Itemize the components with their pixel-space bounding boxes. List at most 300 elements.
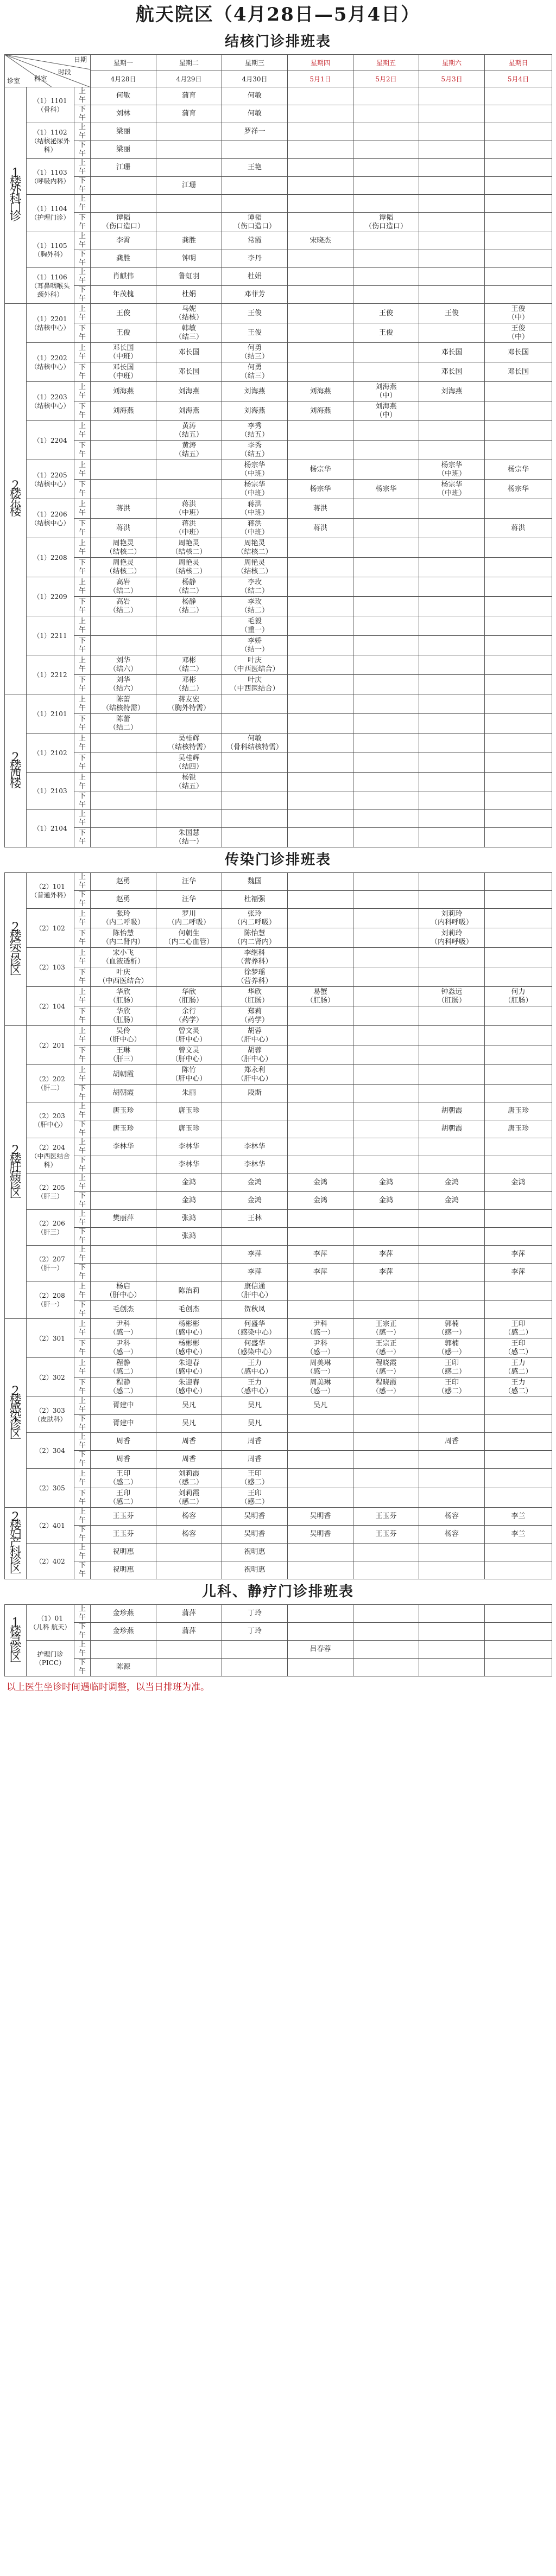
doctor-cell bbox=[288, 213, 353, 232]
doctor-cell bbox=[419, 401, 485, 421]
doctor-cell: 杨宗华 bbox=[353, 480, 419, 499]
doctor-cell bbox=[419, 1641, 485, 1659]
doctor-cell bbox=[485, 1026, 552, 1045]
schedule-row bbox=[5, 909, 552, 928]
doctor-cell: 王俊 bbox=[419, 304, 485, 323]
doctor-cell bbox=[419, 1156, 485, 1174]
schedule-row bbox=[5, 87, 552, 105]
doctor-cell: 王玉芬 bbox=[353, 1508, 419, 1526]
doctor-cell bbox=[485, 948, 552, 967]
doctor-cell bbox=[222, 141, 288, 159]
doctor-cell: 康信通 （肝中心） bbox=[222, 1281, 288, 1301]
doctor-cell bbox=[288, 714, 353, 734]
doctor-cell bbox=[288, 1045, 353, 1065]
schedule-row bbox=[5, 1378, 552, 1397]
doctor-cell bbox=[288, 1156, 353, 1174]
room-label: （2）201 bbox=[27, 1026, 74, 1065]
doctor-cell: 樊丽萍 bbox=[91, 1210, 156, 1228]
doctor-cell bbox=[419, 441, 485, 460]
doctor-cell: 杨锐 （结五） bbox=[156, 773, 222, 792]
doctor-cell bbox=[419, 1045, 485, 1065]
doctor-cell: 李林华 bbox=[91, 1138, 156, 1156]
doctor-cell bbox=[419, 810, 485, 828]
doctor-cell bbox=[353, 286, 419, 304]
doctor-cell bbox=[419, 1397, 485, 1415]
doctor-cell bbox=[485, 577, 552, 597]
doctor-cell: 祝明惠 bbox=[91, 1561, 156, 1579]
period-label: 下午 bbox=[74, 828, 91, 847]
doctor-cell bbox=[485, 597, 552, 616]
doctor-cell: 李兰 bbox=[485, 1508, 552, 1526]
doctor-cell: 罗川 （内二呼吸） bbox=[156, 909, 222, 928]
doctor-cell: 李霄 bbox=[91, 232, 156, 250]
doctor-cell bbox=[91, 616, 156, 636]
period-label: 下午 bbox=[74, 519, 91, 538]
doctor-cell bbox=[419, 421, 485, 441]
doctor-cell bbox=[353, 343, 419, 362]
period-label: 上午 bbox=[74, 499, 91, 519]
doctor-cell bbox=[485, 123, 552, 141]
period-label: 上午 bbox=[74, 1469, 91, 1488]
doctor-cell bbox=[419, 519, 485, 538]
doctor-cell bbox=[288, 441, 353, 460]
period-label: 上午 bbox=[74, 1358, 91, 1378]
doctor-cell: 周艳灵 （结核二） bbox=[222, 538, 288, 558]
schedule-row bbox=[5, 1026, 552, 1045]
doctor-cell: 胥建中 bbox=[91, 1397, 156, 1415]
doctor-cell bbox=[419, 616, 485, 636]
doctor-cell: 刘海燕 bbox=[156, 401, 222, 421]
period-label: 下午 bbox=[74, 636, 91, 655]
period-label: 下午 bbox=[74, 105, 91, 123]
period-label: 下午 bbox=[74, 401, 91, 421]
doctor-cell bbox=[156, 1659, 222, 1676]
doctor-cell bbox=[419, 597, 485, 616]
room-label: （1）1101 （骨科） bbox=[27, 87, 74, 123]
schedule-table bbox=[4, 1604, 552, 1676]
doctor-cell: 邓彬 （结二） bbox=[156, 675, 222, 694]
doctor-cell bbox=[156, 616, 222, 636]
period-label: 上午 bbox=[74, 1174, 91, 1192]
room-label: （2）208 （肝一） bbox=[27, 1281, 74, 1319]
doctor-cell: 蒋洪 bbox=[91, 499, 156, 519]
schedule-row bbox=[5, 1397, 552, 1415]
doctor-cell: 王玉芬 bbox=[91, 1508, 156, 1526]
schedule-row bbox=[5, 304, 552, 323]
doctor-cell: 赵勇 bbox=[91, 891, 156, 909]
period-label: 下午 bbox=[74, 323, 91, 343]
period-label: 上午 bbox=[74, 1065, 91, 1085]
doctor-cell: 程晓霞 （感一） bbox=[353, 1358, 419, 1378]
doctor-cell: 贺秋凤 bbox=[222, 1301, 288, 1319]
doctor-cell bbox=[156, 159, 222, 177]
schedule-row bbox=[5, 828, 552, 847]
room-label: （2）102 bbox=[27, 909, 74, 948]
period-label: 下午 bbox=[74, 967, 91, 987]
doctor-cell: 蒲育 bbox=[156, 105, 222, 123]
doctor-cell: 陈蕾 （结核特需） bbox=[91, 694, 156, 714]
schedule-row bbox=[5, 1488, 552, 1508]
doctor-cell: 程静 （感二） bbox=[91, 1378, 156, 1397]
doctor-cell: 金鸿 bbox=[156, 1192, 222, 1210]
doctor-cell: 王宗正 （感一） bbox=[353, 1319, 419, 1338]
doctor-cell: 吴桂辉 （结四） bbox=[156, 753, 222, 773]
doctor-cell: 李玫 （结二） bbox=[222, 577, 288, 597]
period-label: 上午 bbox=[74, 421, 91, 441]
schedule-row bbox=[5, 967, 552, 987]
room-label: （2）101 （普通外科） bbox=[27, 873, 74, 909]
doctor-cell: 蒋洪 bbox=[485, 519, 552, 538]
doctor-cell bbox=[288, 1561, 353, 1579]
period-label: 下午 bbox=[74, 928, 91, 948]
doctor-cell bbox=[91, 792, 156, 810]
doctor-cell bbox=[288, 323, 353, 343]
doctor-cell: 杜娟 bbox=[156, 286, 222, 304]
doctor-cell: 唐玉珍 bbox=[156, 1120, 222, 1138]
doctor-cell bbox=[91, 460, 156, 480]
doctor-cell: 李萍 bbox=[353, 1264, 419, 1281]
doctor-cell: 金鸿 bbox=[419, 1192, 485, 1210]
room-label: （1）2102 bbox=[27, 734, 74, 773]
doctor-cell: 李萍 bbox=[485, 1246, 552, 1264]
doctor-cell bbox=[485, 1415, 552, 1433]
doctor-cell: 刘海燕 bbox=[91, 382, 156, 401]
doctor-cell: 王印 （感二） bbox=[485, 1338, 552, 1358]
doctor-cell: 尹科 （感一） bbox=[91, 1319, 156, 1338]
doctor-cell: 杨宗华 bbox=[485, 460, 552, 480]
doctor-cell bbox=[156, 1544, 222, 1561]
doctor-cell: 金鸿 bbox=[419, 1174, 485, 1192]
doctor-cell bbox=[485, 213, 552, 232]
doctor-cell: 王印 （感二） bbox=[419, 1378, 485, 1397]
header-row bbox=[5, 55, 552, 71]
period-label: 上午 bbox=[74, 1508, 91, 1526]
doctor-cell: 杨宗华 （中班） bbox=[419, 460, 485, 480]
day-name-2: 星期二 bbox=[156, 55, 222, 71]
period-label: 下午 bbox=[74, 1045, 91, 1065]
doctor-cell bbox=[222, 1641, 288, 1659]
schedule-row bbox=[5, 480, 552, 499]
doctor-cell bbox=[485, 753, 552, 773]
day-name-5: 星期五 bbox=[353, 55, 419, 71]
period-label: 上午 bbox=[74, 655, 91, 675]
doctor-cell: 周艳灵 （结核二） bbox=[222, 558, 288, 577]
doctor-cell bbox=[288, 159, 353, 177]
doctor-cell bbox=[485, 1451, 552, 1469]
doctor-cell: 黄涛 （结五） bbox=[156, 441, 222, 460]
period-label: 下午 bbox=[74, 597, 91, 616]
period-label: 上午 bbox=[74, 1246, 91, 1264]
period-label: 上午 bbox=[74, 1210, 91, 1228]
period-label: 下午 bbox=[74, 213, 91, 232]
doctor-cell: 何力 （肛肠） bbox=[485, 987, 552, 1006]
period-label: 上午 bbox=[74, 1138, 91, 1156]
doctor-cell bbox=[485, 810, 552, 828]
doctor-cell bbox=[288, 1085, 353, 1102]
doctor-cell bbox=[288, 597, 353, 616]
doctor-cell bbox=[485, 195, 552, 213]
corner-date-label: 日期 bbox=[74, 56, 87, 63]
schedule-row bbox=[5, 577, 552, 597]
doctor-cell: 李萍 bbox=[353, 1246, 419, 1264]
section-title: 传染门诊排班表 bbox=[224, 852, 331, 868]
doctor-cell: 马妮 （结核） bbox=[156, 304, 222, 323]
day-name-6: 星期六 bbox=[419, 55, 485, 71]
doctor-cell bbox=[288, 828, 353, 847]
doctor-cell: 邓长国 bbox=[485, 343, 552, 362]
doctor-cell bbox=[156, 1641, 222, 1659]
period-label: 上午 bbox=[74, 538, 91, 558]
doctor-cell: 杨静 （结二） bbox=[156, 577, 222, 597]
area-label: 2 楼 东 楼 bbox=[5, 304, 27, 694]
period-label: 下午 bbox=[74, 891, 91, 909]
doctor-cell bbox=[288, 909, 353, 928]
doctor-cell bbox=[419, 967, 485, 987]
doctor-cell bbox=[353, 1415, 419, 1433]
schedule-row bbox=[5, 734, 552, 753]
doctor-cell bbox=[222, 177, 288, 195]
period-label: 下午 bbox=[74, 792, 91, 810]
doctor-cell: 王俊 （中） bbox=[485, 323, 552, 343]
doctor-cell bbox=[353, 1488, 419, 1508]
doctor-cell bbox=[288, 123, 353, 141]
doctor-cell: 蒋洪 （中班） bbox=[156, 519, 222, 538]
doctor-cell bbox=[353, 1026, 419, 1045]
doctor-cell: 杨容 bbox=[419, 1526, 485, 1544]
doctor-cell: 华欣 （肛肠） bbox=[91, 1006, 156, 1026]
doctor-cell bbox=[91, 828, 156, 847]
doctor-cell: 刘海燕 bbox=[222, 401, 288, 421]
doctor-cell bbox=[485, 928, 552, 948]
doctor-cell: 杨宗华 （中班） bbox=[222, 460, 288, 480]
day-date-2: 4月29日 bbox=[156, 71, 222, 87]
doctor-cell bbox=[485, 891, 552, 909]
day-date-4: 5月1日 bbox=[288, 71, 353, 87]
doctor-cell: 刘莉霞 （感二） bbox=[156, 1488, 222, 1508]
doctor-cell bbox=[419, 232, 485, 250]
doctor-cell: 朱国慧 （结一） bbox=[156, 828, 222, 847]
doctor-cell: 祝明惠 bbox=[222, 1544, 288, 1561]
doctor-cell: 李兰 bbox=[485, 1526, 552, 1544]
schedule-row bbox=[5, 460, 552, 480]
doctor-cell: 蒲育 bbox=[156, 87, 222, 105]
doctor-cell: 金鸿 bbox=[353, 1174, 419, 1192]
doctor-cell bbox=[419, 753, 485, 773]
doctor-cell bbox=[288, 421, 353, 441]
doctor-cell: 杨宗华 bbox=[288, 480, 353, 499]
doctor-cell bbox=[353, 141, 419, 159]
doctor-cell: 周艳灵 （结核二） bbox=[91, 558, 156, 577]
doctor-cell: 周香 bbox=[91, 1433, 156, 1451]
doctor-cell bbox=[419, 792, 485, 810]
room-label: 护理门诊 （PICC） bbox=[27, 1641, 74, 1676]
period-label: 下午 bbox=[74, 675, 91, 694]
doctor-cell bbox=[353, 891, 419, 909]
doctor-cell bbox=[419, 1210, 485, 1228]
doctor-cell bbox=[485, 401, 552, 421]
doctor-cell bbox=[419, 286, 485, 304]
doctor-cell bbox=[91, 421, 156, 441]
doctor-cell bbox=[485, 1210, 552, 1228]
schedule-row bbox=[5, 558, 552, 577]
doctor-cell bbox=[419, 1415, 485, 1433]
period-label: 下午 bbox=[74, 1006, 91, 1026]
doctor-cell bbox=[419, 1451, 485, 1469]
doctor-cell bbox=[353, 1433, 419, 1451]
doctor-cell: 胡朝霞 bbox=[91, 1085, 156, 1102]
doctor-cell: 何敏 bbox=[222, 105, 288, 123]
schedule-row bbox=[5, 1006, 552, 1026]
doctor-cell bbox=[353, 1228, 419, 1246]
schedule-row bbox=[5, 1085, 552, 1102]
period-label: 下午 bbox=[74, 1192, 91, 1210]
period-label: 下午 bbox=[74, 1623, 91, 1641]
doctor-cell bbox=[419, 1544, 485, 1561]
doctor-cell: 杨彬彬 （感中心） bbox=[156, 1338, 222, 1358]
room-label: （1）1106 （耳鼻咽喉头颈外科） bbox=[27, 268, 74, 304]
schedule-row bbox=[5, 1264, 552, 1281]
doctor-cell: 祝明惠 bbox=[91, 1544, 156, 1561]
period-label: 下午 bbox=[74, 1488, 91, 1508]
doctor-cell bbox=[353, 1301, 419, 1319]
doctor-cell bbox=[419, 1246, 485, 1264]
doctor-cell: 何朝生 （内二心血管） bbox=[156, 928, 222, 948]
doctor-cell bbox=[419, 694, 485, 714]
doctor-cell bbox=[91, 1264, 156, 1281]
doctor-cell: 何盛华 （感染中心） bbox=[222, 1319, 288, 1338]
schedule-row bbox=[5, 343, 552, 362]
room-label: （2）401 bbox=[27, 1508, 74, 1544]
schedule-row bbox=[5, 773, 552, 792]
room-label: （1）2205 （结核中心） bbox=[27, 460, 74, 499]
doctor-cell bbox=[288, 250, 353, 268]
doctor-cell: 周香 bbox=[156, 1451, 222, 1469]
doctor-cell: 丁玲 bbox=[222, 1605, 288, 1623]
period-label: 下午 bbox=[74, 1526, 91, 1544]
period-label: 上午 bbox=[74, 382, 91, 401]
doctor-cell: 唐玉珍 bbox=[485, 1120, 552, 1138]
doctor-cell bbox=[353, 1156, 419, 1174]
day-name-4: 星期四 bbox=[288, 55, 353, 71]
doctor-cell bbox=[288, 873, 353, 891]
doctor-cell bbox=[156, 810, 222, 828]
doctor-cell bbox=[485, 1281, 552, 1301]
doctor-cell bbox=[91, 1246, 156, 1264]
doctor-cell bbox=[353, 250, 419, 268]
doctor-cell: 唐玉珍 bbox=[91, 1120, 156, 1138]
schedule-row bbox=[5, 1659, 552, 1676]
doctor-cell bbox=[485, 734, 552, 753]
doctor-cell bbox=[222, 1102, 288, 1120]
schedule-row bbox=[5, 1605, 552, 1623]
doctor-cell bbox=[353, 753, 419, 773]
doctor-cell: 张鸿 bbox=[156, 1210, 222, 1228]
doctor-cell bbox=[288, 362, 353, 382]
doctor-cell bbox=[288, 87, 353, 105]
doctor-cell bbox=[353, 1469, 419, 1488]
day-name-3: 星期三 bbox=[222, 55, 288, 71]
doctor-cell bbox=[288, 1026, 353, 1045]
doctor-cell bbox=[353, 1605, 419, 1623]
schedule-row bbox=[5, 891, 552, 909]
schedule-row bbox=[5, 1102, 552, 1120]
schedule-row bbox=[5, 597, 552, 616]
doctor-cell: 毛毅 （重一） bbox=[222, 616, 288, 636]
doctor-cell: 陈怡慧 （内二肾内） bbox=[91, 928, 156, 948]
schedule-row bbox=[5, 675, 552, 694]
doctor-cell bbox=[288, 948, 353, 967]
period-label: 下午 bbox=[74, 1085, 91, 1102]
room-label: （1）2203 （结核中心） bbox=[27, 382, 74, 421]
room-label: （1）2204 bbox=[27, 421, 74, 460]
doctor-cell: 蒋洪 （中班） bbox=[156, 499, 222, 519]
schedule-row bbox=[5, 1319, 552, 1338]
doctor-cell bbox=[485, 616, 552, 636]
doctor-cell: 王玉芬 bbox=[91, 1526, 156, 1544]
doctor-cell: 江珊 bbox=[91, 159, 156, 177]
doctor-cell bbox=[353, 616, 419, 636]
doctor-cell bbox=[419, 714, 485, 734]
doctor-cell: 尹科 （感一） bbox=[288, 1338, 353, 1358]
doctor-cell bbox=[222, 773, 288, 792]
period-label: 下午 bbox=[74, 141, 91, 159]
doctor-cell: 刘莉霞 （感二） bbox=[156, 1469, 222, 1488]
doctor-cell bbox=[485, 441, 552, 460]
schedule-table bbox=[4, 872, 552, 1579]
doctor-cell: 金鸿 bbox=[485, 1174, 552, 1192]
period-label: 下午 bbox=[74, 1120, 91, 1138]
period-label: 上午 bbox=[74, 616, 91, 636]
doctor-cell: 赵勇 bbox=[91, 873, 156, 891]
schedule-row bbox=[5, 792, 552, 810]
doctor-cell: 金鸿 bbox=[288, 1192, 353, 1210]
doctor-cell: 蒲萍 bbox=[156, 1605, 222, 1623]
schedule-row bbox=[5, 195, 552, 213]
doctor-cell bbox=[288, 810, 353, 828]
room-label: （1）2212 bbox=[27, 655, 74, 694]
doctor-cell bbox=[419, 1301, 485, 1319]
doctor-cell bbox=[485, 1228, 552, 1246]
doctor-cell bbox=[288, 343, 353, 362]
schedule-row bbox=[5, 401, 552, 421]
schedule-row bbox=[5, 1469, 552, 1488]
schedule-row bbox=[5, 1156, 552, 1174]
doctor-cell: 李萍 bbox=[288, 1246, 353, 1264]
doctor-cell bbox=[419, 1561, 485, 1579]
doctor-cell bbox=[419, 250, 485, 268]
doctor-cell bbox=[419, 655, 485, 675]
doctor-cell bbox=[288, 1228, 353, 1246]
schedule-row bbox=[5, 159, 552, 177]
doctor-cell bbox=[222, 1120, 288, 1138]
doctor-cell bbox=[485, 558, 552, 577]
room-label: （1）2201 （结核中心） bbox=[27, 304, 74, 343]
doctor-cell bbox=[353, 1397, 419, 1415]
doctor-cell: 钟淼远 （肛肠） bbox=[419, 987, 485, 1006]
period-label: 上午 bbox=[74, 87, 91, 105]
period-label: 下午 bbox=[74, 1338, 91, 1358]
doctor-cell bbox=[485, 636, 552, 655]
doctor-cell bbox=[419, 323, 485, 343]
day-name-1: 星期一 bbox=[91, 55, 156, 71]
doctor-cell: 宋小飞 （血液透析） bbox=[91, 948, 156, 967]
doctor-cell bbox=[353, 987, 419, 1006]
doctor-cell: 刘海燕 bbox=[419, 382, 485, 401]
schedule-row bbox=[5, 1451, 552, 1469]
doctor-cell: 蒋洪 bbox=[288, 499, 353, 519]
period-label: 下午 bbox=[74, 1561, 91, 1579]
doctor-cell: 刘华 （结六） bbox=[91, 675, 156, 694]
